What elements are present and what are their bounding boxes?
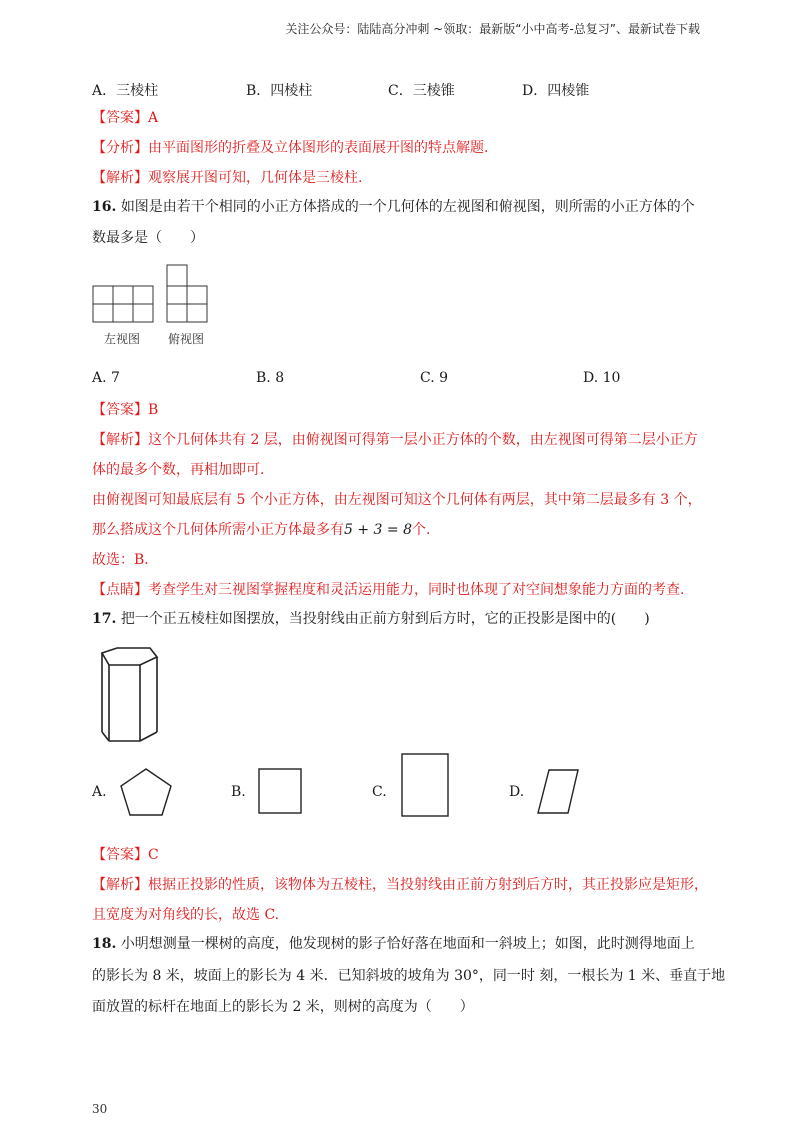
q16-comment: 【点睛】考查学生对三视图掌握程度和灵活运用能力，同时也体现了对空间想象能力方面的考查. (92, 582, 685, 598)
q16-caption-top-view: 俯视图 (168, 332, 205, 346)
q15-option-a: A．三棱柱 (92, 83, 159, 99)
q16-option-d: D. 10 (583, 370, 621, 386)
q17-option-a-label: A. (92, 784, 107, 800)
q17-solution-line2: 且宽度为对角线的长，故选 C. (92, 907, 280, 923)
q17-option-c-rectangle (399, 751, 453, 819)
q16-caption-left-view: 左视图 (104, 332, 141, 346)
q17-solution-line1: 【解析】根据正投影的性质，该物体为五棱柱，当投射线由正前方射到后方时，其正投影应是矩形， (92, 877, 708, 893)
q16-number: 16. (92, 199, 117, 215)
q18-number: 18. (92, 936, 117, 952)
page-header: 关注公众号：陆陆高分冲刺 ~领取：最新版“小中高考-总复习”、最新试卷下载 (285, 22, 700, 36)
q17-number: 17. (92, 611, 117, 627)
q15-option-b: B．四棱柱 (246, 83, 313, 99)
q16-equation: 5 + 3 = 8 (344, 522, 412, 538)
q15-solution: 【解析】观察展开图可知，几何体是三棱柱. (92, 170, 363, 186)
page-number: 30 (92, 1102, 108, 1116)
q17-text: 把一个正五棱柱如图摆放，当投射线由正前方射到后方时，它的正投影是图中的( ) (120, 611, 650, 627)
q17-option-c-label: C. (372, 784, 387, 800)
top-view-grid (167, 265, 207, 322)
q18-line2: 的影长为 8 米，坡面上的影长为 4 米．已知斜坡的坡角为 30°，同一时 刻，一根长为 1 米、垂直于地 (92, 968, 726, 984)
q15-answer: 【答案】A (92, 110, 159, 126)
q18-line1: 小明想测量一棵树的高度，他发现树的影子恰好落在地面和一斜坡上；如图，此时测得地面上 (120, 936, 695, 952)
q16-option-b: B. 8 (256, 370, 285, 386)
q15-option-c: C．三棱锥 (388, 83, 455, 99)
q16-solution-line3: 由俯视图可知最底层有 5 个小正方体，由左视图可知这个几何体有两层，其中第二层最多有 3 个， (92, 492, 702, 508)
left-view-grid (93, 286, 153, 322)
q16-text-line2: 数最多是（ ） (92, 230, 204, 246)
q17-answer: 【答案】C (92, 847, 159, 863)
q16-choose: 故选：B. (92, 552, 149, 568)
q16-solution-line1: 【解析】这个几何体共有 2 层，由俯视图可得第一层小正方体的个数，由左视图可得第二层小正方 (92, 432, 698, 448)
q16-solution-line4c: 个. (411, 522, 431, 538)
q16-solution-line2: 体的最多个数，再相加即可. (92, 462, 265, 478)
q16-solution-line4a: 那么搭成这个几何体所需小正方体最多有 (92, 522, 344, 538)
q17-option-d-label: D. (509, 784, 525, 800)
q17-option-a-pentagon (118, 766, 174, 818)
q17-option-b-square (255, 767, 305, 817)
q15-option-d: D．四棱锥 (522, 83, 590, 99)
q17-option-d-parallelogram (534, 767, 584, 817)
q16-option-a: A. 7 (92, 370, 120, 386)
q15-analysis: 【分析】由平面图形的折叠及立体图形的表面展开图的特点解题. (92, 140, 489, 156)
pentagonal-prism-figure (95, 645, 165, 745)
q16-answer: 【答案】B (92, 402, 159, 418)
q17-option-b-label: B. (231, 784, 246, 800)
q18-line3: 面放置的标杆在地面上的影长为 2 米，则树的高度为（ ） (92, 999, 474, 1015)
q16-text-line1: 如图是由若干个相同的小正方体搭成的一个几何体的左视图和俯视图，则所需的小正方体的个 (120, 199, 695, 215)
q16-option-c: C. 9 (420, 370, 449, 386)
